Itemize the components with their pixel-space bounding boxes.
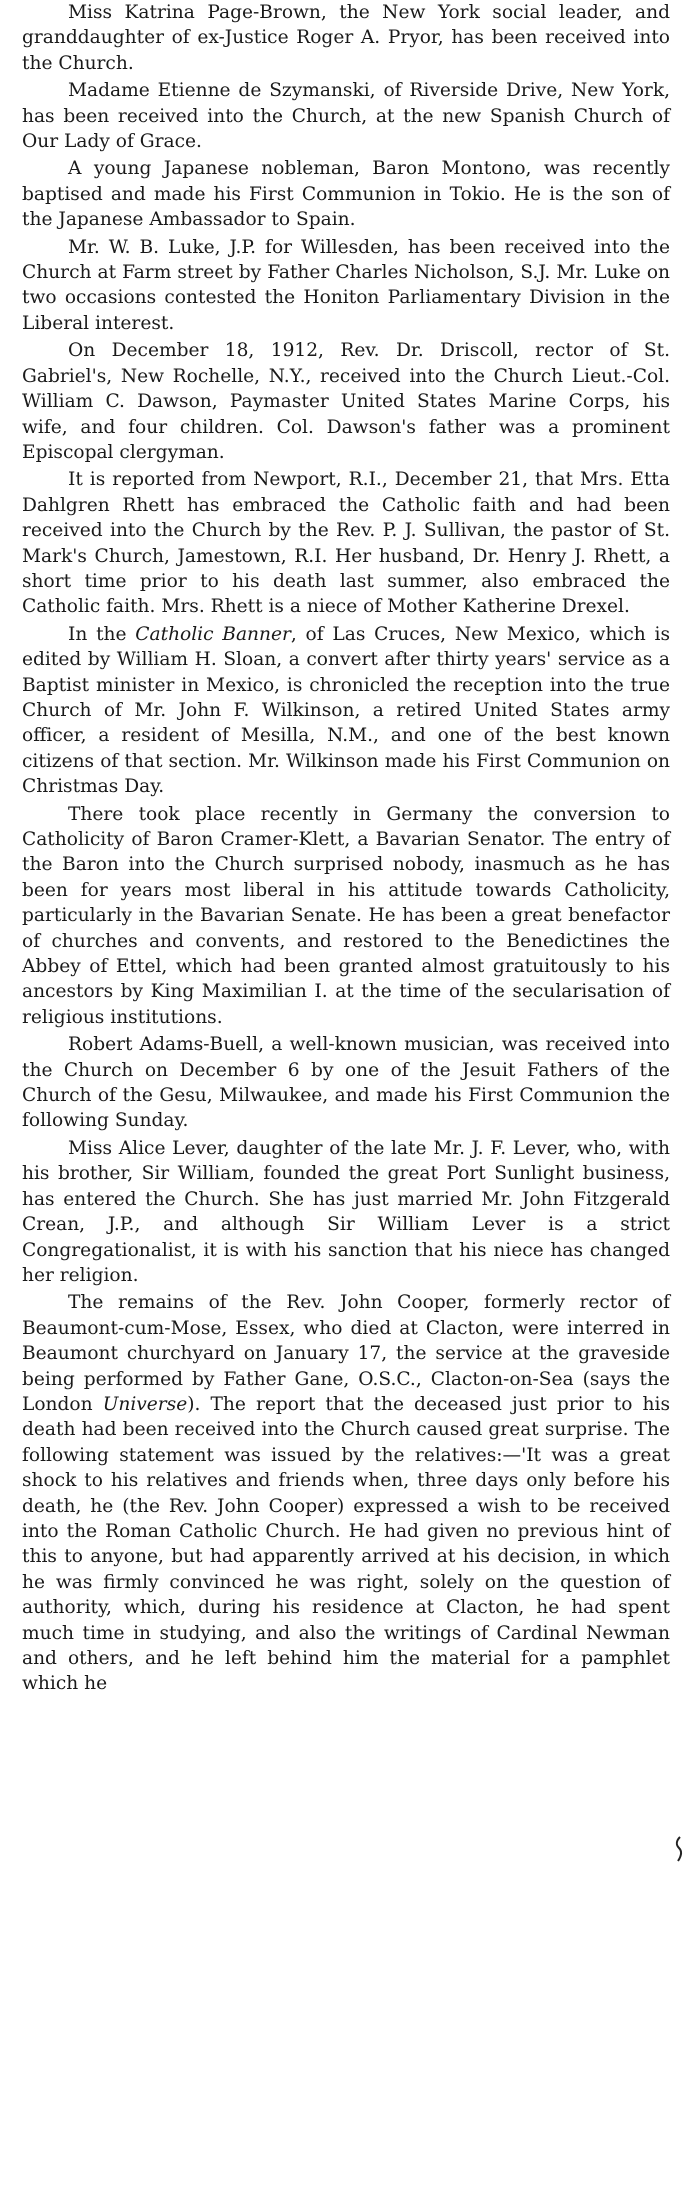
paragraph-cramer-klett — [22, 802, 670, 1031]
paragraph-text: The remains of the Rev. John Cooper, formerly rector of Beaumont-cum-Mose, Essex, who died at Clacton, were interred in Beaumont churchyard on January 17, the service at the graveside being performed by Father Gane, O.S.C., Clacton-on-Sea (says the London — [22, 1292, 670, 1415]
paragraph-lever — [22, 1136, 670, 1288]
paragraph-rhett — [22, 467, 670, 619]
paragraph-baron-montono — [22, 156, 670, 232]
paragraph-text: A young Japanese nobleman, Baron Montono, was recently baptised and made his First Communion in Tokio. He is the son of the Japanese Ambassador to Spain. — [22, 158, 670, 231]
paragraph-text: Miss Katrina Page-Brown, the New York social leader, and granddaughter of ex-Justice Roger A. Pryor, has been received into the Church. — [22, 2, 670, 74]
paragraph-text: Madame Etienne de Szymanski, of Riverside Drive, New York, has been received into the Church, at the new Spanish Church of Our Lady of Grace. — [22, 80, 670, 153]
paragraph-luke — [22, 235, 670, 337]
paragraph-dawson — [22, 338, 670, 465]
paragraph-text: In the — [68, 623, 136, 645]
paragraph-text: Mr. W. B. Luke, J.P. for Willesden, has been received into the Church at Farm street by Father Charles Nicholson, S.J. Mr. Luke on two occasions contested the Honiton Parliamentary Division in the Liberal interest. — [22, 236, 670, 334]
paragraph-page-brown — [22, 0, 670, 76]
paragraph-text: It is reported from Newport, R.I., December 21, that Mrs. Etta Dahlgren Rhett has embraced the Catholic faith and had been received into the Church by the Rev. P. J. Sullivan, the pastor of St. Mark's Church, Jamestown, R.I. Her husband, Dr. Henry J. Rhett, a short time prior to his death last summer, also embraced the Catholic faith. Mrs. Rhett is a niece of Mother Katherine Drexel. — [22, 469, 670, 618]
paragraph-cooper — [22, 1290, 670, 1697]
paragraph-text: There took place recently in Germany the conversion to Catholicity of Baron Cramer-Klett, a Bavarian Senator. The entry of the Baron into the Church surprised nobody, inasmuch as he has been for years most liberal in his attitude towards Catholicity, particularly in the Bavarian Senate. He has been a great benefactor of churches and convents, and restored to the Benedictines the Abbey of Ettel, which had been granted almost gratuitously to his ancestors by King Maximilian I. at the time of the secularisation of religious institutions. — [22, 803, 670, 1028]
paragraph-adams-buell — [22, 1032, 670, 1134]
margin-mark — [674, 1835, 686, 1863]
newspaper-title: Universe — [102, 1393, 188, 1415]
paragraph-text: ). The report that the deceased just prior to his death had been received into the Church caused great surprise. The following statement was issued by the relatives:—'It was a great shock to his relatives and friends when, three days only before his death, he (the Rev. John Cooper) expressed a wish to be received into the Roman Catholic Church. He had given no previous hint of this to anyone, but had apparently arrived at his decision, in which he was firmly convinced he was right, solely on the question of authority, which, during his residence at Clacton, he had spent much time in studying, and also the writings of Cardinal Newman and others, and he left behind him the material for a pamphlet which he — [22, 1393, 670, 1695]
paragraph-text: Miss Alice Lever, daughter of the late Mr. J. F. Lever, who, with his brother, Sir William, founded the great Port Sunlight business, has entered the Church. She has just married Mr. John Fitzgerald Crean, J.P., and although Sir William Lever is a strict Congregationalist, it is with his sanction that his niece has changed her religion. — [22, 1137, 670, 1286]
paragraph-szymanski — [22, 78, 670, 154]
paragraph-text: , of Las Cruces, New Mexico, which is edited by William H. Sloan, a convert after thirty years' service as a Baptist minister in Mexico, is chronicled the reception into the true Church of Mr. John F. Wilkinson, a retired United States army officer, a resident of Mesilla, N.M., and one of the best known citizens of that section. Mr. Wilkinson made his First Communion on Christmas Day. — [22, 623, 670, 798]
paragraph-text: Robert Adams-Buell, a well-known musician, was received into the Church on December 6 by one of the Jesuit Fathers of the Church of the Gesu, Milwaukee, and made his First Communion the following Sunday. — [22, 1034, 670, 1132]
paragraph-text: On December 18, 1912, Rev. Dr. Driscoll, rector of St. Gabriel's, New Rochelle, N.Y., received into the Church Lieut.-Col. William C. Dawson, Paymaster United States Marine Corps, his wife, and four children. Col. Dawson's father was a prominent Episcopal clergyman. — [22, 340, 670, 463]
newspaper-title: Catholic Banner — [135, 623, 291, 645]
paragraph-wilkinson — [22, 622, 670, 800]
